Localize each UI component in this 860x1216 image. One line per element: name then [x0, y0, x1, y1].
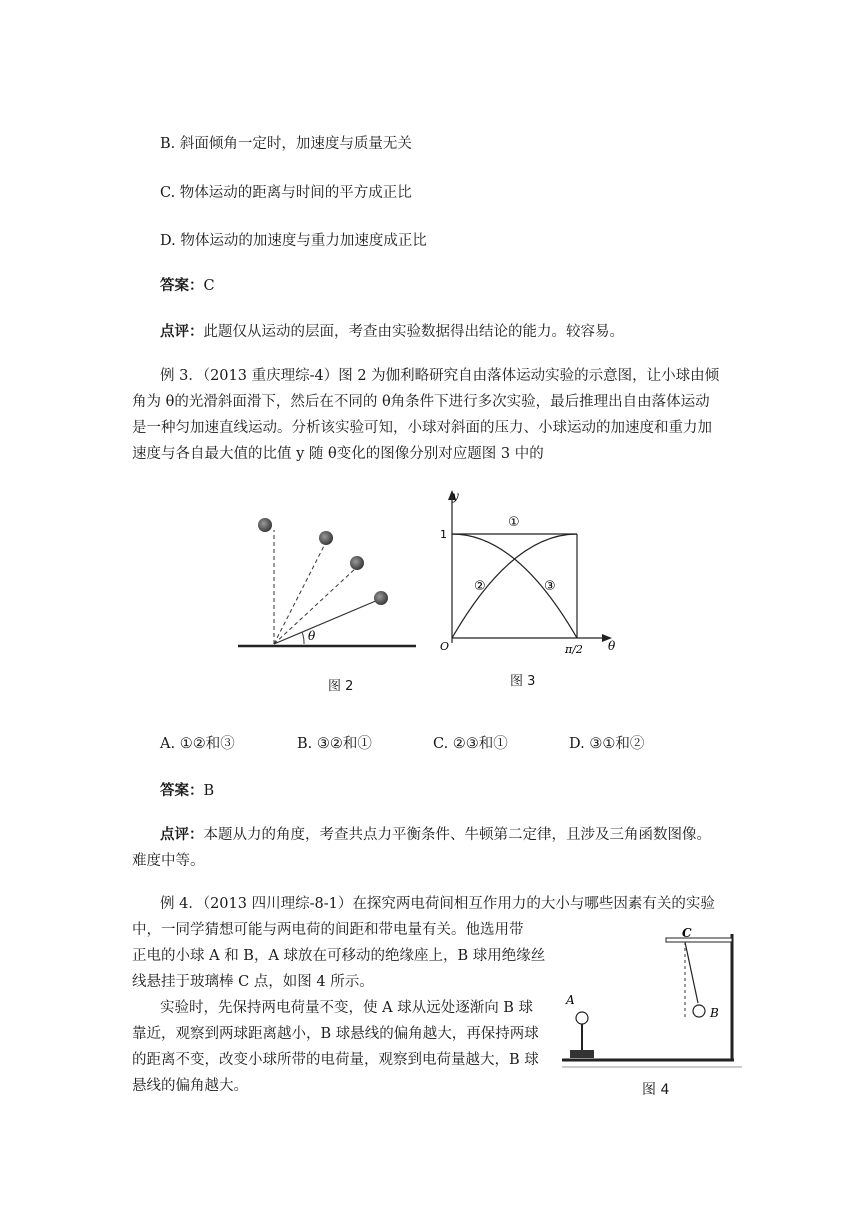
q4-line7: 的距离不变，改变小球所带的电荷量，观察到电荷量越大，B 球	[132, 1052, 539, 1068]
ball-1	[258, 518, 272, 532]
comment-line2: 难度中等。	[132, 853, 205, 869]
q4-line2: 中，一同学猜想可能与两电荷的间距和带电量有关。他选用带	[132, 922, 524, 938]
x-axis-label: θ	[608, 639, 616, 653]
answer-label: 答案：	[160, 278, 204, 294]
tick-label-pi2: π/2	[565, 643, 583, 656]
curve-3	[452, 534, 577, 638]
ball-3	[350, 556, 364, 570]
q4-line1: 例 4．（2013 四川理综-8-1）在探究两电荷间相互作用力的大小与哪些因素有关的实验	[160, 896, 715, 912]
ball-b-label: B	[710, 1006, 719, 1020]
comment-label: 点评：	[160, 324, 204, 340]
ball-b	[693, 1005, 705, 1017]
q3-line4: 速度与各自最大值的比值 y 随 θ变化的图像分别对应题图 3 中的	[132, 446, 544, 462]
answer-q3	[160, 779, 214, 800]
q3-option-a: A. ①②和③	[160, 736, 235, 752]
comment-q3	[132, 822, 732, 874]
figure-2-caption: 图 2	[328, 679, 354, 694]
dashed-line-2	[274, 542, 326, 644]
figure-4-apparatus	[558, 918, 748, 1070]
q3-option-b: B. ③②和①	[297, 736, 372, 752]
q4-line6: 靠近，观察到两球距离越小，B 球悬线的偏角越大，再保持两球	[132, 1026, 539, 1042]
q3-line2: 角为 θ的光滑斜面滑下，然后在不同的 θ角条件下进行多次实验，最后推理出自由落体运动	[132, 394, 710, 410]
label-circle-2: ②	[474, 579, 486, 594]
origin-label: O	[440, 640, 450, 653]
tick-label-1: 1	[440, 528, 447, 541]
angle-arc	[302, 632, 304, 644]
ball-a	[576, 1012, 588, 1024]
q3-line3: 是一种匀加速直线运动。分析该实验可知，小球对斜面的压力、小球运动的加速度和重力加	[132, 420, 712, 436]
answer-value: B	[203, 783, 215, 799]
figure-3-graph	[432, 488, 622, 658]
answer-value: C	[203, 278, 215, 294]
option-d: D. 物体运动的加速度与重力加速度成正比	[160, 233, 427, 249]
suspension-thread	[685, 942, 698, 1003]
comment-label: 点评：	[160, 827, 204, 843]
q4-line8: 悬线的偏角越大。	[132, 1078, 248, 1094]
ball-a-label: A	[566, 993, 575, 1007]
ball-4	[374, 591, 388, 605]
figure-2-incline-diagram	[232, 508, 422, 658]
glass-rod	[666, 938, 732, 942]
q3-stem	[132, 363, 732, 467]
q4-line5: 实验时，先保持两电荷量不变，使 A 球从远处逐渐向 B 球	[160, 1000, 534, 1016]
option-c: C. 物体运动的距离与时间的平方成正比	[160, 185, 412, 201]
option-b: B. 斜面倾角一定时，加速度与质量无关	[160, 136, 412, 152]
label-circle-3: ③	[544, 579, 556, 594]
comment-q2	[160, 320, 624, 341]
answer-q2	[160, 274, 215, 295]
q3-option-d: D. ③①和②	[569, 736, 645, 752]
insulating-base	[570, 1050, 594, 1058]
comment-text: 此题仅从运动的层面，考查由实验数据得出结论的能力。较容易。	[203, 324, 624, 340]
figure-3-caption: 图 3	[510, 674, 536, 689]
figure-4-caption: 图 4	[642, 1082, 670, 1098]
q3-option-c: C. ②③和①	[433, 736, 508, 752]
point-c-label: C	[682, 926, 692, 940]
answer-label: 答案：	[160, 783, 204, 799]
label-circle-1: ①	[508, 515, 520, 530]
incline-line	[274, 600, 378, 644]
curve-2	[452, 534, 577, 638]
theta-label: θ	[308, 629, 316, 643]
ball-2	[319, 531, 333, 545]
q3-line1: 例 3．（2013 重庆理综-4）图 2 为伽利略研究自由落体运动实验的示意图，让小球由倾	[160, 368, 720, 384]
q4-line4: 线悬挂于玻璃棒 C 点，如图 4 所示。	[132, 974, 374, 990]
q4-line3: 正电的小球 A 和 B，A 球放在可移动的绝缘座上，B 球用绝缘丝	[132, 948, 546, 964]
y-axis-label: y	[452, 489, 459, 503]
comment-line1: 本题从力的角度，考查共点力平衡条件、牛顿第二定律，且涉及三角函数图像。	[203, 827, 711, 843]
